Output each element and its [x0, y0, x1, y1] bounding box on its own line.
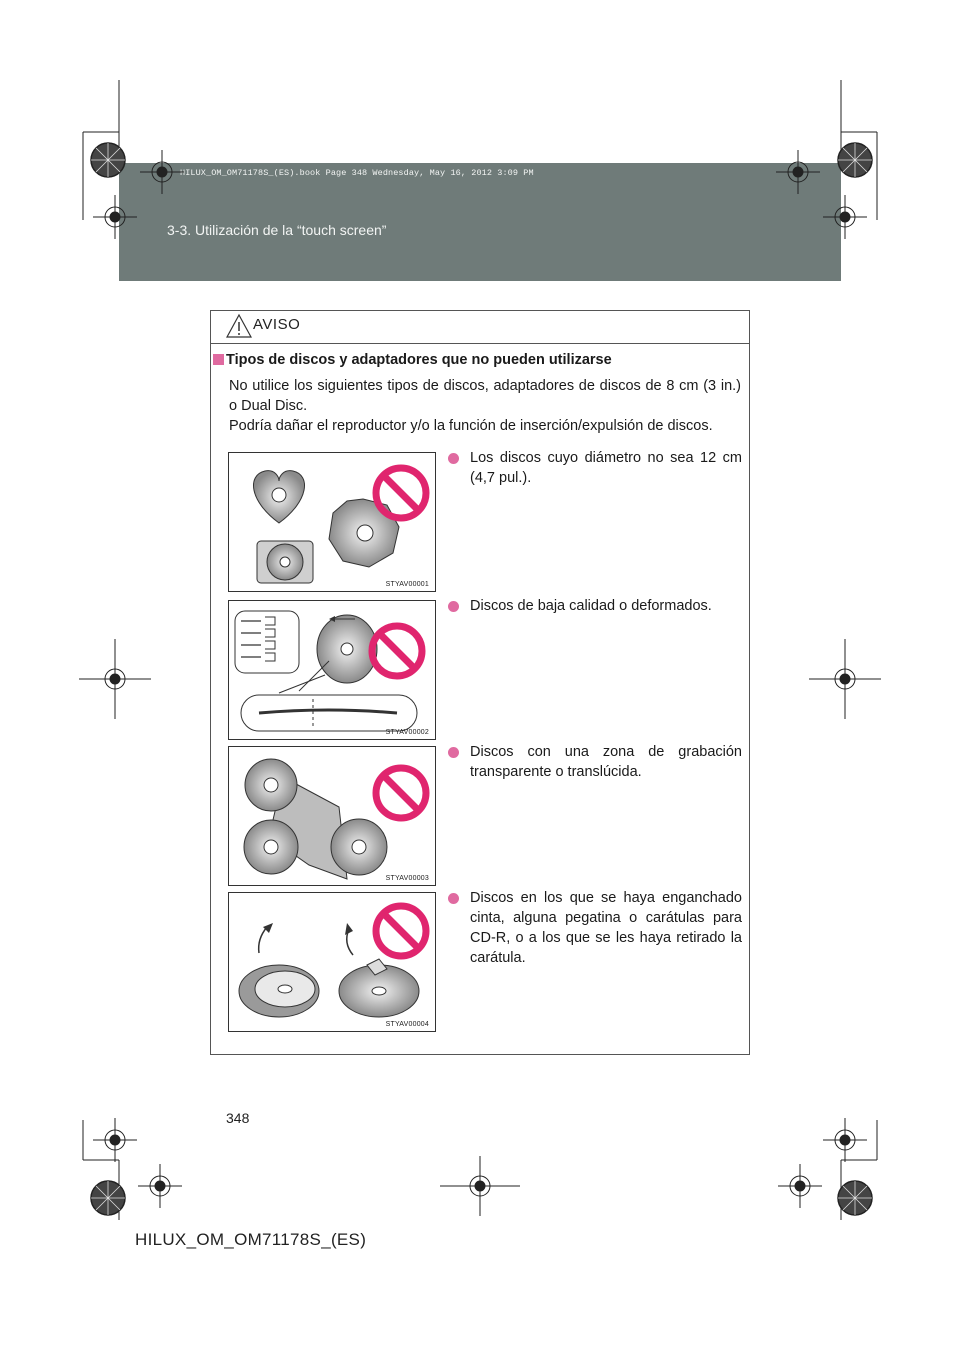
figure-code-2: STYAV00002 [385, 729, 429, 736]
warning-label: AVISO [253, 316, 301, 333]
list-item-text: Los discos cuyo diámetro no sea 12 cm (4,7 pul.). [470, 450, 742, 486]
page-number: 348 [226, 1110, 250, 1126]
manual-code: HILUX_OM_OM71178S_(ES) [135, 1230, 367, 1249]
intro-line-1: No utilice los siguientes tipos de discos, adaptadores de discos de 8 cm (3 in.) o Dual Disc. [229, 378, 741, 414]
section-heading: Tipos de discos y adaptadores que no pueden utilizarse [226, 352, 612, 368]
intro-line-2: Podría dañar el reproductor y/o la función de inserción/expulsión de discos. [229, 418, 713, 434]
figure-code-1: STYAV00001 [385, 581, 429, 588]
section-title: 3-3. Utilización de la “touch screen” [167, 222, 387, 238]
figure-code-4: STYAV00004 [385, 1021, 429, 1028]
list-item-text: Discos en los que se haya enganchado cinta, alguna pegatina o carátulas para CD-R, o a los que se les haya retirado la carátula. [470, 890, 742, 966]
list-item-text: Discos con una zona de grabación transparente o translúcida. [470, 744, 742, 780]
list-item-text: Discos de baja calidad o deformados. [470, 598, 712, 614]
figure-code-3: STYAV00003 [385, 875, 429, 882]
book-info-line: HILUX_OM_OM71178S_(ES).book Page 348 Wednesday, May 16, 2012 3:09 PM [180, 168, 534, 178]
